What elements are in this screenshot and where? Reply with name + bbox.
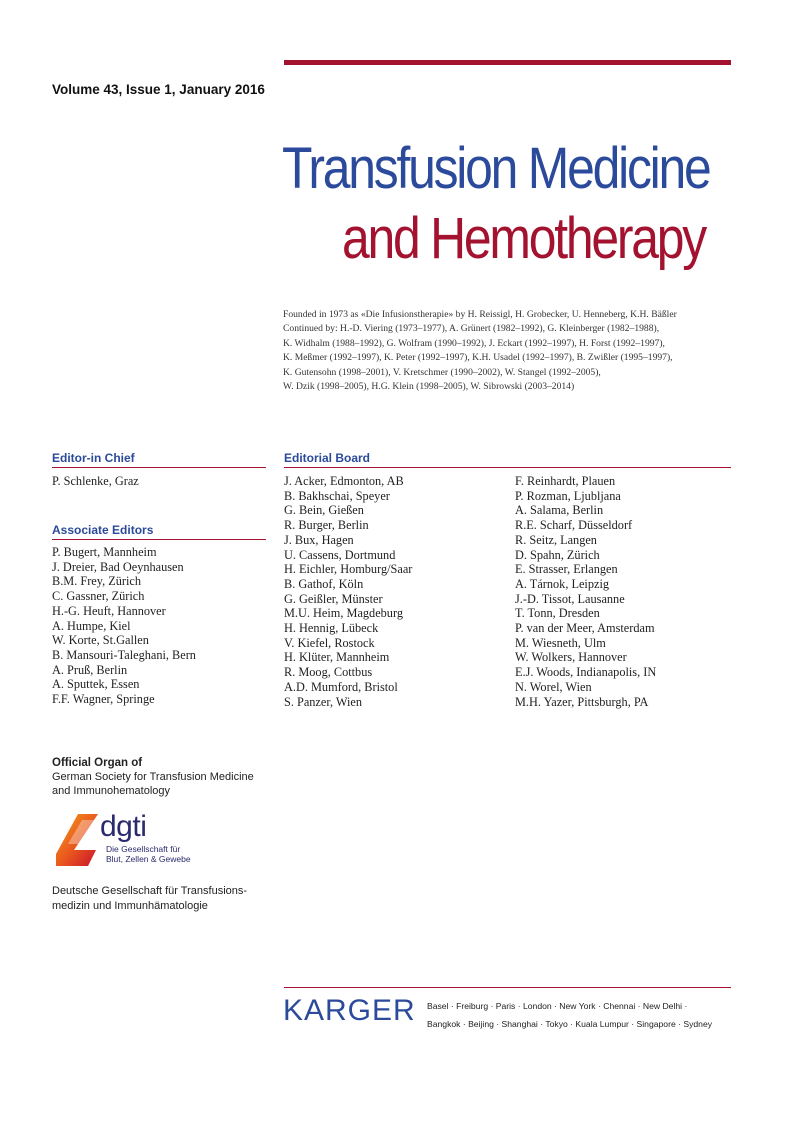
board-member-name: R. Burger, Berlin xyxy=(284,518,369,533)
board-member-name: G. Bein, Gießen xyxy=(284,503,364,518)
board-member-name: F. Reinhardt, Plauen xyxy=(515,474,616,488)
board-member-name: B. Bakhschai, Speyer xyxy=(284,488,390,503)
associate-editor-name: J. Dreier, Bad Oeynhausen xyxy=(52,559,184,574)
associate-editor-name: B.M. Frey, Zürich xyxy=(52,574,142,589)
board-member-name: R.E. Scharf, Düsseldorf xyxy=(515,518,633,533)
board-member-name: J. Acker, Edmonton, AB xyxy=(284,474,404,488)
editor-name: P. Schlenke, Graz xyxy=(52,474,139,488)
associate-editor-name: F.F. Wagner, Springe xyxy=(52,692,155,707)
associate-editor-name: P. Bugert, Mannheim xyxy=(52,545,157,559)
history-line: K. Widhalm (1988–1992), G. Wolfram (1990–1992), J. Eckart (1992–1997), H. Forst (1992–1997), xyxy=(283,337,665,349)
section-divider xyxy=(284,467,731,468)
associate-editors-heading: Associate Editors xyxy=(52,523,154,537)
associate-editors-list xyxy=(52,545,196,707)
board-member-name: N. Worel, Wien xyxy=(515,679,592,694)
history-line: K. Gutensohn (1998–2001), V. Kretschmer (1990–2002), W. Stangel (1992–2005), xyxy=(283,366,601,378)
board-member-name: S. Panzer, Wien xyxy=(284,694,363,709)
history-line: Founded in 1973 as «Die Infusionstherapie» by H. Reissigl, H. Grobecker, U. Henneberg, K.H. Bäßler xyxy=(283,309,677,320)
board-member-name: H. Klüter, Mannheim xyxy=(284,650,390,665)
dgti-wordmark: dgti xyxy=(100,810,147,843)
board-member-name: A.D. Mumford, Bristol xyxy=(284,679,398,694)
board-member-name: H. Hennig, Lübeck xyxy=(284,621,379,636)
board-member-name: R. Moog, Cottbus xyxy=(284,665,373,680)
dgti-full-line: Deutsche Gesellschaft für Transfusions- xyxy=(52,885,248,897)
dgti-full-line: medizin und Immunhämatologie xyxy=(52,900,208,912)
dgti-logo-text xyxy=(100,810,191,864)
section-divider xyxy=(52,467,266,468)
footer-divider xyxy=(284,987,731,988)
board-member-name: A. Salama, Berlin xyxy=(515,503,604,518)
editor-in-chief-list xyxy=(52,474,139,489)
board-member-name: M.U. Heim, Magdeburg xyxy=(284,606,403,621)
associate-editor-name: H.-G. Heuft, Hannover xyxy=(52,603,166,618)
associate-editor-name: C. Gassner, Zürich xyxy=(52,589,145,604)
dgti-full-name xyxy=(52,884,247,914)
board-member-name: T. Tonn, Dresden xyxy=(515,606,600,621)
publisher-cities-line: Bangkok · Beijing · Shanghai · Tokyo · Kuala Lumpur · Singapore · Sydney xyxy=(427,1019,713,1029)
editorial-board-heading: Editorial Board xyxy=(284,451,371,465)
associate-editor-name: A. Pruß, Berlin xyxy=(52,662,128,677)
board-member-name: E.J. Woods, Indianapolis, IN xyxy=(515,665,657,680)
editorial-board-column-2 xyxy=(515,474,656,709)
dgti-subline: Blut, Zellen & Gewebe xyxy=(106,854,191,864)
associate-editor-name: W. Korte, St.Gallen xyxy=(52,633,149,648)
publisher-logo: KARGER xyxy=(283,994,416,1027)
editorial-board-column-1 xyxy=(284,474,412,709)
history-line: K. Meßmer (1992–1997), K. Peter (1992–1997), K.H. Usadel (1992–1997), B. Zwißler (1995–1997), xyxy=(283,352,673,364)
board-member-name: J. Bux, Hagen xyxy=(284,532,354,547)
history-line: Continued by: H.-D. Viering (1973–1977), A. Grünert (1982–1992), G. Kleinberger (1982–1988), xyxy=(283,323,660,335)
board-member-name: E. Strasser, Erlangen xyxy=(515,562,618,577)
associate-editor-name: A. Humpe, Kiel xyxy=(52,618,131,633)
board-member-name: R. Seitz, Langen xyxy=(515,532,597,547)
board-member-name: W. Wolkers, Hannover xyxy=(515,650,627,665)
section-divider xyxy=(52,539,266,540)
associate-editor-name: A. Sputtek, Essen xyxy=(52,677,140,692)
official-organ-line: German Society for Transfusion Medicine xyxy=(52,771,254,783)
board-member-name: M. Wiesneth, Ulm xyxy=(515,635,606,650)
board-member-name: B. Gathof, Köln xyxy=(284,576,364,591)
board-member-name: H. Eichler, Homburg/Saar xyxy=(284,562,413,577)
board-member-name: P. van der Meer, Amsterdam xyxy=(515,621,655,636)
board-member-name: G. Geißler, Münster xyxy=(284,591,383,606)
board-member-name: U. Cassens, Dortmund xyxy=(284,547,396,562)
journal-history xyxy=(283,308,733,394)
board-member-name: V. Kiefel, Rostock xyxy=(284,635,375,650)
associate-editor-name: B. Mansouri-Taleghani, Bern xyxy=(52,647,196,662)
board-member-name: P. Rozman, Ljubljana xyxy=(515,488,621,503)
official-organ xyxy=(52,756,254,798)
board-member-name: J.-D. Tissot, Lausanne xyxy=(515,591,625,606)
issue-info: Volume 43, Issue 1, January 2016 xyxy=(52,82,265,97)
journal-title-line1: Transfusion Medicine xyxy=(282,136,710,201)
official-organ-heading: Official Organ of xyxy=(52,757,143,769)
dgti-subline: Die Gesellschaft für xyxy=(106,844,181,854)
official-organ-line: and Immunohematology xyxy=(52,785,171,797)
publisher-cities-line: Basel · Freiburg · Paris · London · New York · Chennai · New Delhi · xyxy=(427,1001,688,1011)
history-line: W. Dzik (1998–2005), H.G. Klein (1998–2005), W. Sibrowski (2003–2014) xyxy=(283,381,575,393)
board-member-name: A. Tárnok, Leipzig xyxy=(515,576,610,591)
journal-title-line2: and Hemotherapy xyxy=(342,206,705,271)
journal-title xyxy=(282,136,734,271)
publisher-locations xyxy=(427,997,737,1033)
editor-in-chief-heading: Editor-in Chief xyxy=(52,451,135,465)
top-accent-rule xyxy=(284,60,731,65)
board-member-name: M.H. Yazer, Pittsburgh, PA xyxy=(515,694,649,709)
board-member-name: D. Spahn, Zürich xyxy=(515,547,600,562)
